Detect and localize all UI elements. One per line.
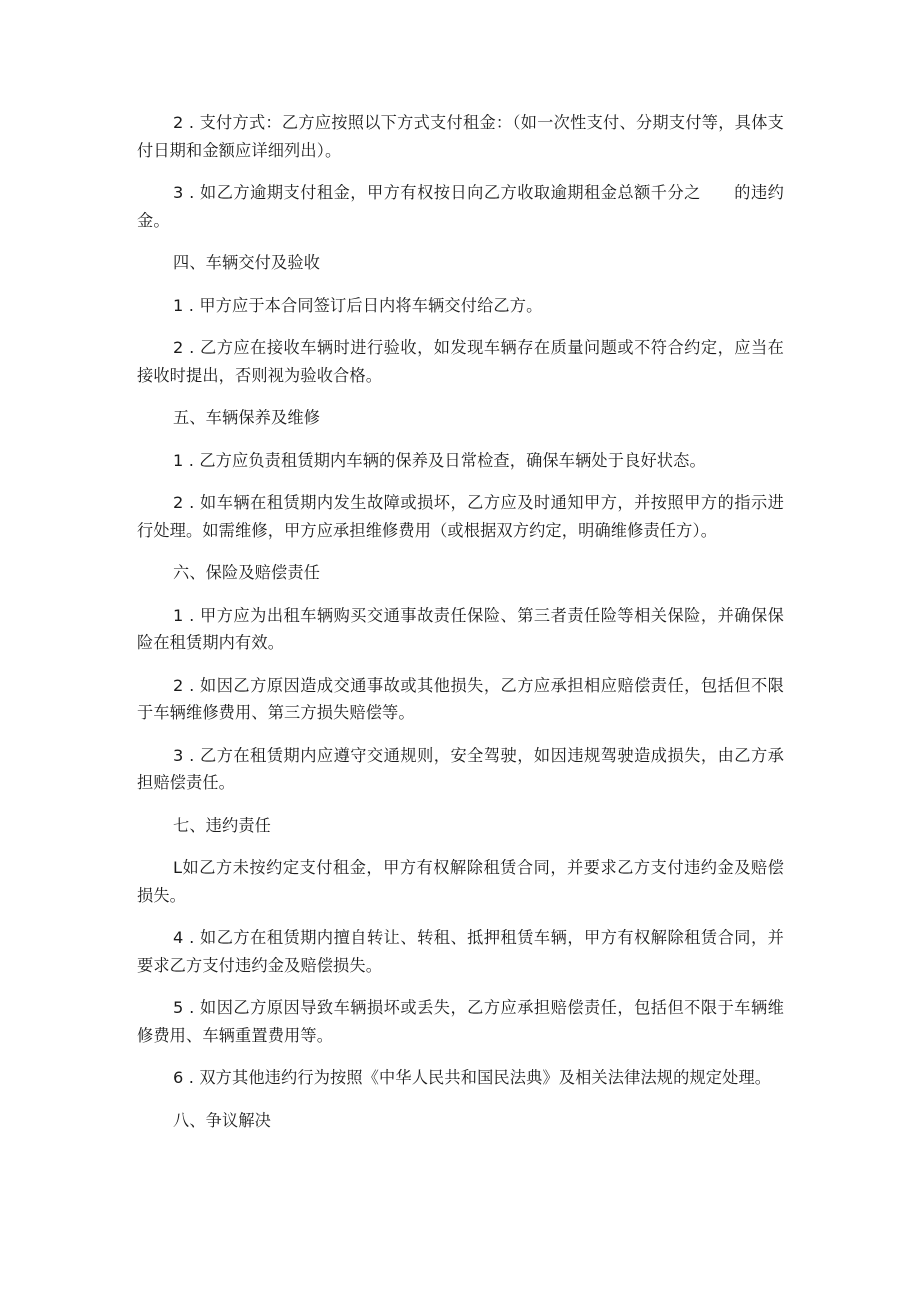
section-heading-5: 五、车辆保养及维修 [173,408,321,427]
clause-4-2-inspection: 2 . 乙方应在接收车辆时进行验收，如发现车辆存在质量问题或不符合约定，应当在接收时提出，否则视为验收合格。 [137,338,784,385]
section-heading-4: 四、车辆交付及验收 [173,253,321,272]
clause-5-1-maintenance: 1 . 乙方应负责租赁期内车辆的保养及日常检查，确保车辆处于良好状态。 [173,450,706,470]
section-heading-6: 六、保险及赔偿责任 [173,563,321,582]
clause-5-2-repair: 2 . 如车辆在租赁期内发生故障或损坏，乙方应及时通知甲方，并按照甲方的指示进行处理。如需维修，甲方应承担维修费用（或根据双方约定，明确维修责任方）。 [137,493,784,540]
clause-7-6-other-breach: 6 . 双方其他违约行为按照《中华人民共和国民法典》及相关法律法规的规定处理。 [173,1068,772,1087]
section-heading-7: 七、违约责任 [173,815,272,835]
clause-7-5-damage-loss: 5 . 如因乙方原因导致车辆损坏或丢失，乙方应承担赔偿责任，包括但不限于车辆维修费用、车辆重置费用等。 [137,998,784,1045]
clause-3-3-late-payment: 3 . 如乙方逾期支付租金，甲方有权按日向乙方收取逾期租金总额千分之 的违约金。 [137,183,784,230]
clause-6-1-insurance: 1 . 甲方应为出租车辆购买交通事故责任保险、第三者责任险等相关保险，并确保保险在租赁期内有效。 [137,605,784,652]
clause-6-3-traffic-rules: 3 . 乙方在租赁期内应遵守交通规则，安全驾驶，如因违规驾驶造成损失，由乙方承担赔偿责任。 [137,745,784,792]
clause-4-1-delivery: 1 . 甲方应于本合同签订后日内将车辆交付给乙方。 [173,295,543,315]
clause-7-1-nonpayment: L如乙方未按约定支付租金，甲方有权解除租赁合同，并要求乙方支付违约金及赔偿损失。 [137,858,784,905]
document-body [137,109,784,1149]
clause-3-2-payment-method: 2 . 支付方式：乙方应按照以下方式支付租金：（如一次性支付、分期支付等，具体支付日期和金额应详细列出）。 [137,113,784,160]
section-heading-8: 八、争议解决 [173,1110,272,1130]
clause-6-2-liability: 2 . 如因乙方原因造成交通事故或其他损失，乙方应承担相应赔偿责任，包括但不限于车辆维修费用、第三方损失赔偿等。 [137,675,784,722]
clause-7-4-sublease: 4 . 如乙方在租赁期内擅自转让、转租、抵押租赁车辆，甲方有权解除租赁合同，并要求乙方支付违约金及赔偿损失。 [137,928,784,975]
